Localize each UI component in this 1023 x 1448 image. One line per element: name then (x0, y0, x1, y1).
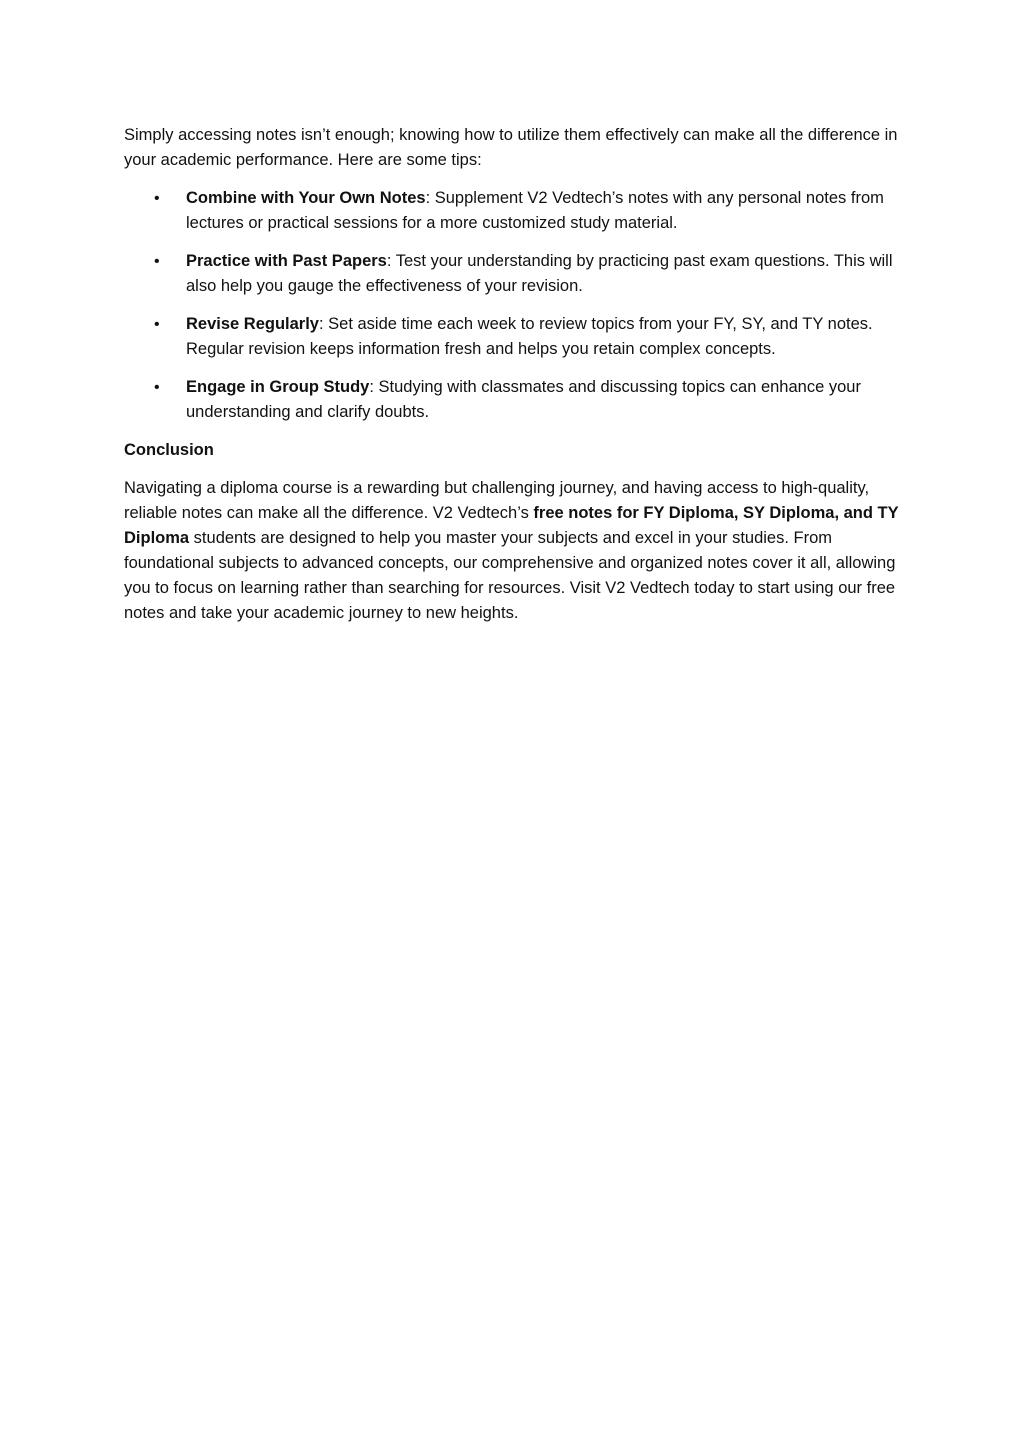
tip-text: : Set aside time each week to review topics from your FY, SY, and TY notes. Regular revision keeps information fresh and helps you retain complex concepts. (186, 315, 873, 358)
list-item (124, 249, 903, 299)
tip-text: : Test your understanding by practicing past exam questions. This will also help you gauge the effectiveness of your revision. (186, 252, 893, 295)
tip-title: Practice with Past Papers (186, 252, 387, 270)
list-item (124, 312, 903, 362)
tip-text: : Supplement V2 Vedtech’s notes with any personal notes from lectures or practical sessions for a more customized study material. (186, 189, 884, 232)
conclusion-bold-text: free notes for FY Diploma, SY Diploma, and TY Diploma (124, 504, 899, 547)
tip-title: Revise Regularly (186, 315, 319, 333)
tip-title: Engage in Group Study (186, 378, 370, 396)
list-item (124, 186, 903, 236)
tips-list (124, 186, 903, 425)
tip-title: Combine with Your Own Notes (186, 189, 426, 207)
conclusion-text-before: Navigating a diploma course is a rewarding but challenging journey, and having access to high-quality, reliable notes can make all the difference. V2 Vedtech’s (124, 479, 870, 522)
intro-paragraph: Simply accessing notes isn’t enough; knowing how to utilize them effectively can make all the difference in your academic performance. Here are some tips: (124, 126, 898, 169)
conclusion-paragraph (124, 476, 903, 626)
conclusion-heading: Conclusion (124, 441, 214, 459)
conclusion-text-after: students are designed to help you master your subjects and excel in your studies. From foundational subjects to advanced concepts, our comprehensive and organized notes cover it all, allowing you to focus on learning rather than searching for resources. Visit V2 Vedtech today to start using our free notes and take your academic journey to new heights. (124, 529, 896, 622)
bullet-icon: • (154, 316, 160, 333)
tip-text: : Studying with classmates and discussing topics can enhance your understanding and clarify doubts. (186, 378, 861, 421)
list-item (124, 375, 903, 425)
bullet-icon: • (154, 190, 160, 207)
bullet-icon: • (154, 379, 160, 396)
bullet-icon: • (154, 253, 160, 270)
